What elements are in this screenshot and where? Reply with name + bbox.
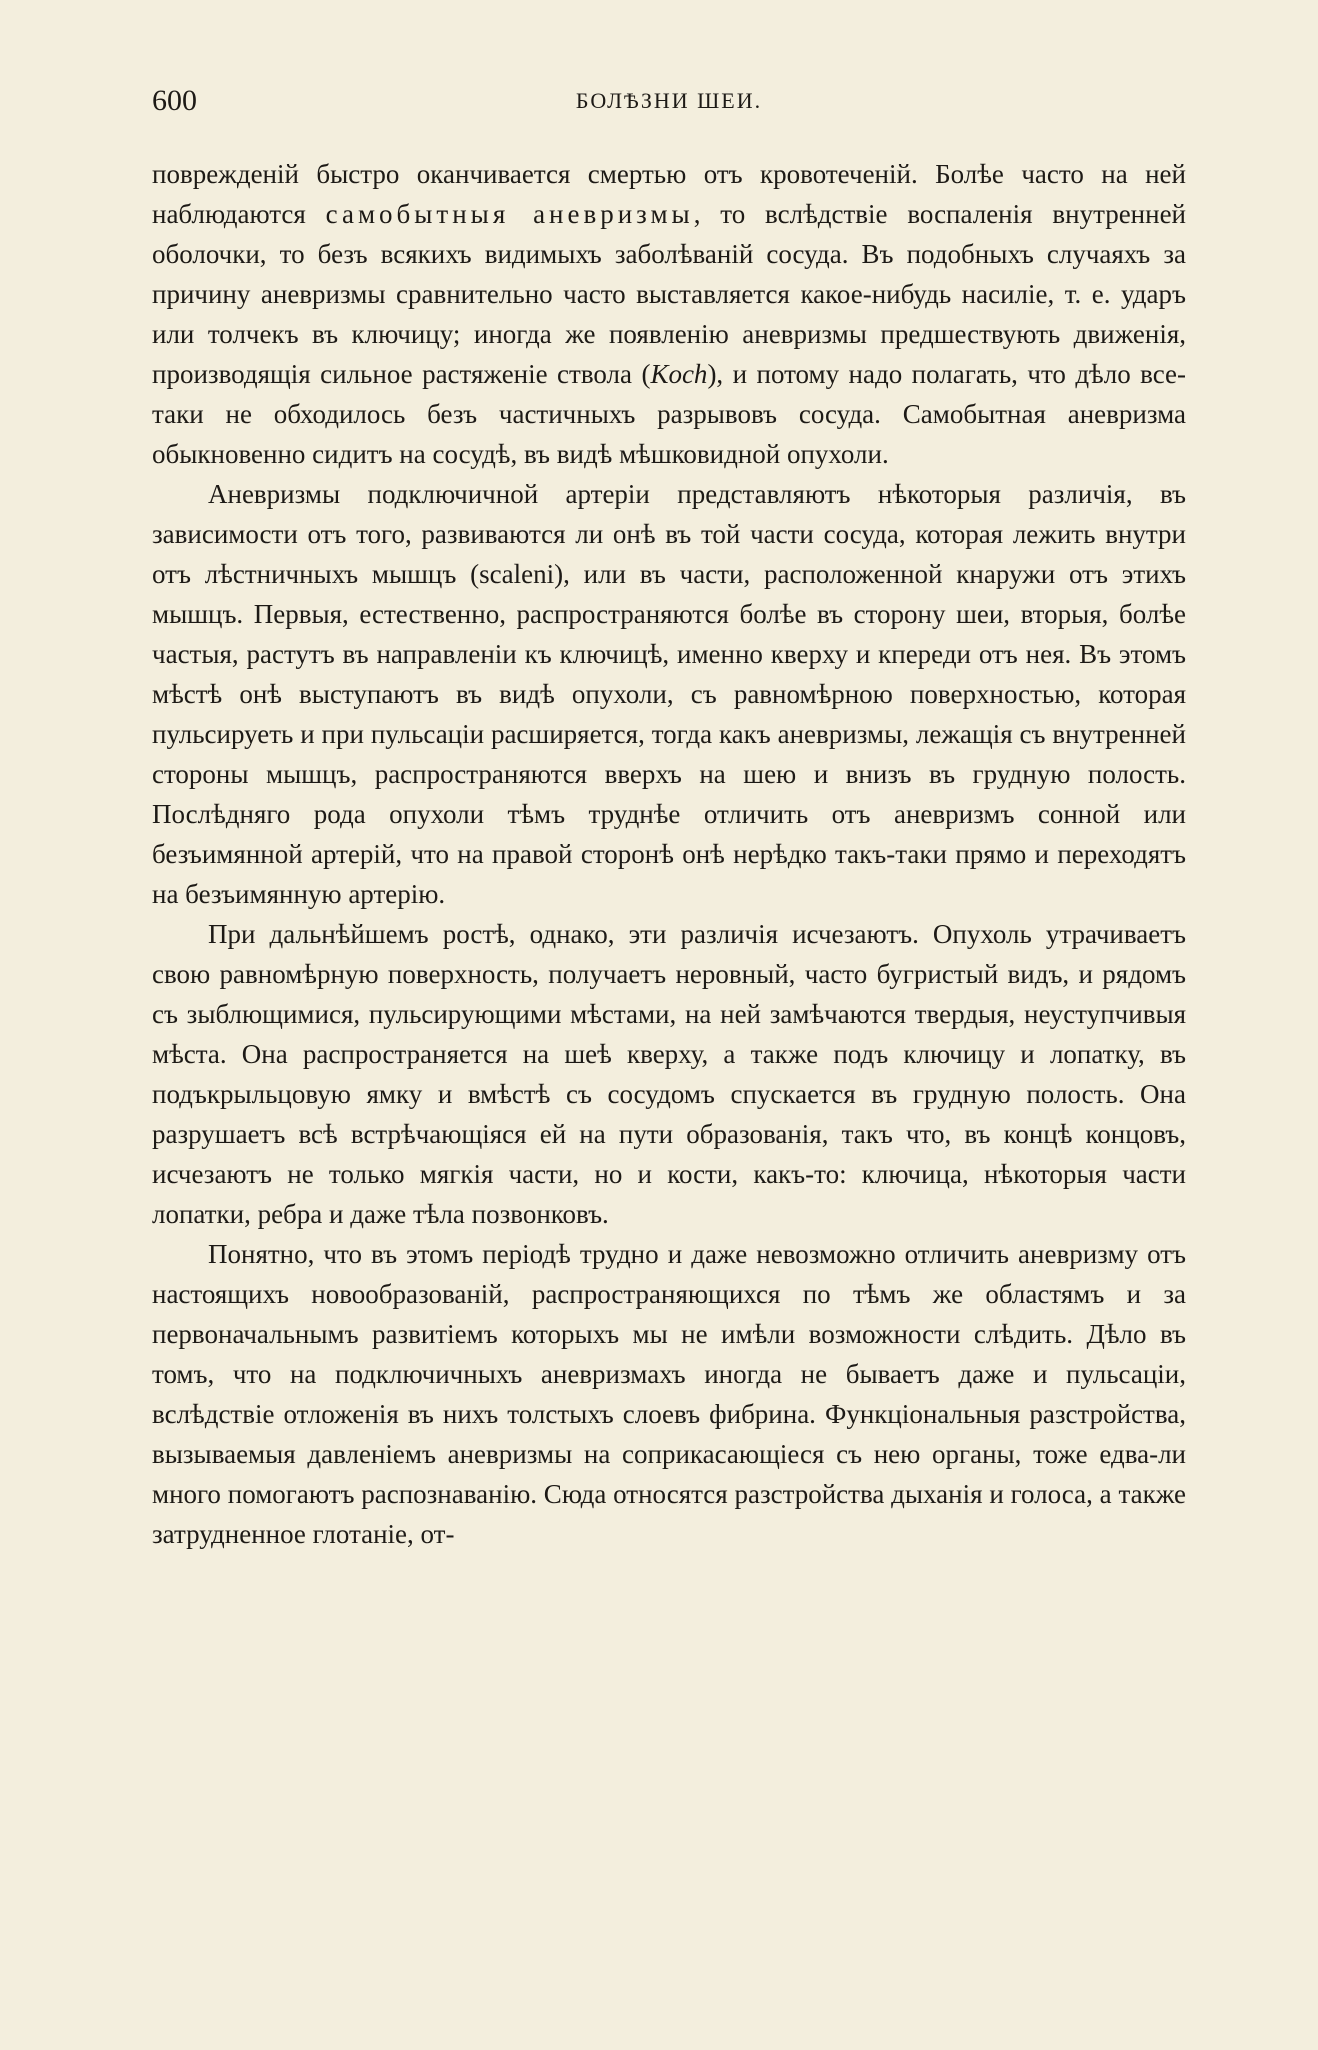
page-number: 600 <box>152 84 197 117</box>
paragraph-3: При дальнѣйшемъ ростѣ, однако, эти различія исчезаютъ. Опухоль утрачиваетъ свою равномѣрную поверхность, получаетъ неровный, часто бугристый видъ, и рядомъ съ зыблющимися, пульсирующими мѣстами, на ней замѣчаются твердыя, неуступчивыя мѣста. Она распространяется на шеѣ кверху, а также подъ ключицу и лопатку, въ подъкрыльцовую ямку и вмѣстѣ съ сосудомъ спускается въ грудную полость. Она разрушаетъ всѣ встрѣчающіяся ей на пути образованія, такъ что, въ концѣ концовъ, исчезаютъ не только мягкія части, но и кости, какъ-то: ключица, нѣкоторыя части лопатки, ребра и даже тѣла позвонковъ. <box>152 919 1186 1229</box>
paragraph-1-part-c: , то вслѣдствіе воспаленія внутренней оболочки, то безъ всякихъ видимыхъ заболѣваній сосуда. Въ подобныхъ случаяхъ за причину аневризмы сравнительно часто выставляется какое-нибудь насиліе, т. е. ударъ или толчекъ въ ключицу; иногда же появленію аневризмы предшествують движенія, производящія сильное растяженіе ствола ( <box>152 199 1187 389</box>
paragraph-1 <box>152 154 1186 474</box>
emphasized-term: самобытныя аневризмы <box>325 199 694 229</box>
running-title: БОЛѢЗНИ ШЕИ. <box>575 88 763 113</box>
paragraph-1-part-a: поврежденій быстро оканчивается смертью отъ кровотеченій. Болѣе часто на ней наблюдаются <box>152 159 1186 229</box>
page-header <box>152 84 1186 124</box>
paragraph-2: Аневризмы подключичной артеріи представляютъ нѣкоторыя различія, въ зависимости отъ того, развиваются ли онѣ въ той части сосуда, которая лежить внутри отъ лѣстничныхъ мышцъ (scaleni), или въ части, расположенной кнаружи отъ этихъ мышцъ. Первыя, естественно, распространяются болѣе въ сторону шеи, вторыя, болѣе частыя, растутъ въ направленіи къ ключицѣ, именно кверху и кпереди отъ нея. Въ этомъ мѣстѣ онѣ выступаютъ въ видѣ опухоли, съ равномѣрною поверхностью, которая пульсируеть и при пульсаціи расширяется, тогда какъ аневризмы, лежащія съ внутренней стороны мышцъ, распространяются вверхъ на шею и внизъ въ грудную полость. Послѣдняго рода опухоли тѣмъ труднѣе отличить отъ аневризмъ сонной или безъимянной артерій, что на правой сторонѣ онѣ нерѣдко такъ-таки прямо и переходятъ на безъимянную артерію. <box>152 479 1186 909</box>
paragraph-1-part-e: ), и потому надо полагать, что дѣло все-таки не обходилось безъ частичныхъ разрывовъ сосуда. Самобытная аневризма обыкновенно сидитъ на сосудѣ, въ видѣ мѣшковидной опухоли. <box>152 359 1187 469</box>
paragraph-4: Понятно, что въ этомъ періодѣ трудно и даже невозможно отличить аневризму отъ настоящихъ новообразованій, распространяющихся по тѣмъ же областямъ и за первоначальнымъ развитіемъ которыхъ мы не имѣли возможности слѣдить. Дѣло въ томъ, что на подключичныхъ аневризмахъ иногда не бываетъ даже и пульсаціи, вслѣдствіе отложенія въ нихъ толстыхъ слоевъ фибрина. Функціональныя разстройства, вызываемыя давленіемъ аневризмы на соприкасающіеся съ нею органы, тоже едва-ли много помогаютъ распознаванію. Сюда относятся разстройства дыханія и голоса, а также затрудненное глотаніе, от- <box>152 1239 1186 1549</box>
body-text <box>152 154 1186 1554</box>
author-citation: Koch <box>650 359 708 389</box>
